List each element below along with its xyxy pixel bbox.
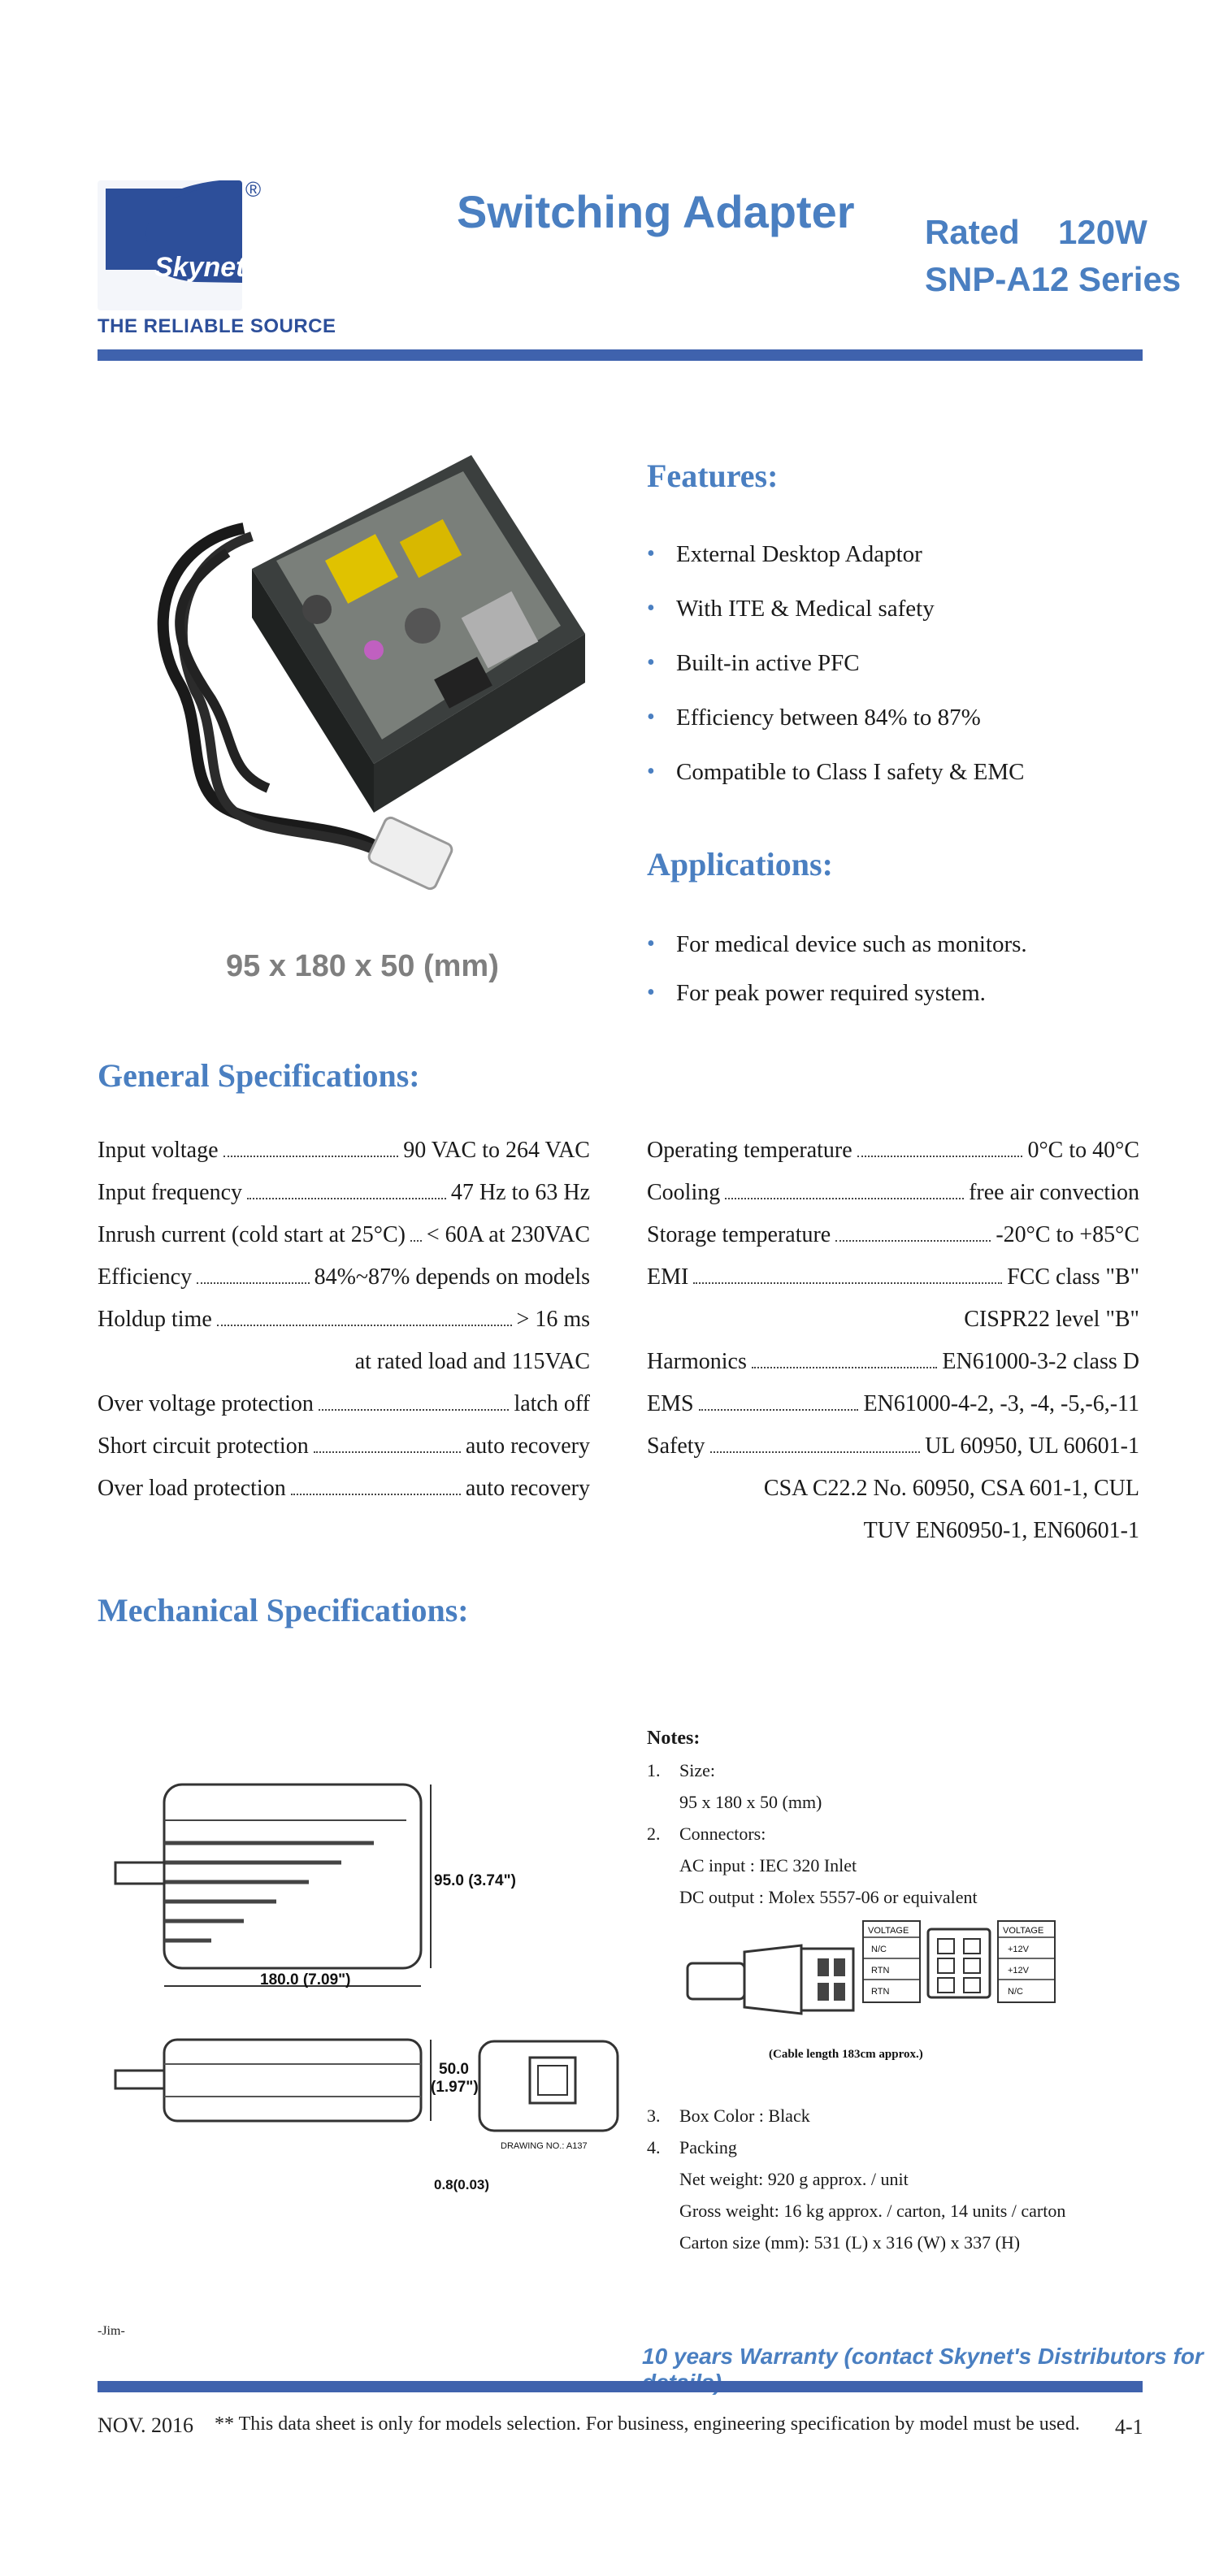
notes-title: Notes: bbox=[647, 1728, 701, 1749]
note-sub: Net weight: 920 g approx. / unit bbox=[679, 2169, 909, 2189]
note-sub: DC output : Molex 5557-06 or equivalent bbox=[679, 1887, 978, 1907]
cable-length-note: (Cable length 183cm approx.) bbox=[769, 2048, 923, 2061]
spec-holdup-time-cont: at rated load and 115VAC bbox=[354, 1349, 590, 1374]
list-item: • With ITE & Medical safety bbox=[647, 596, 1151, 650]
document-title: Switching Adapter bbox=[457, 186, 855, 237]
svg-text:+12V: +12V bbox=[1008, 1966, 1029, 1975]
note-sub: AC input : IEC 320 Inlet bbox=[679, 1855, 857, 1876]
applications-heading: Applications: bbox=[647, 846, 833, 883]
spec-harmonics: Harmonics EN61000-3-2 class D bbox=[647, 1349, 1139, 1374]
general-specs-right bbox=[647, 1138, 1139, 1560]
note-item: 2. Connectors: bbox=[647, 1824, 766, 1844]
registered-mark: ® bbox=[245, 177, 262, 202]
applications-list bbox=[647, 931, 1151, 1029]
spec-safety-cont: CSA C22.2 No. 60950, CSA 601-1, CUL bbox=[763, 1476, 1139, 1501]
header-rule bbox=[98, 349, 1143, 361]
drawing-number: DRAWING NO.: A137 bbox=[501, 2141, 588, 2151]
mechanical-drawing bbox=[106, 1772, 642, 2210]
list-item: • Efficiency between 84% to 87% bbox=[647, 705, 1151, 759]
list-item: • Compatible to Class I safety & EMC bbox=[647, 759, 1151, 813]
spec-input-frequency: Input frequency 47 Hz to 63 Hz bbox=[98, 1180, 590, 1205]
spec-efficiency: Efficiency 84%~87% depends on models bbox=[98, 1264, 590, 1290]
list-item: • For medical device such as monitors. bbox=[647, 931, 1151, 980]
note-sub: 95 x 180 x 50 (mm) bbox=[679, 1792, 822, 1812]
note-item: 1. Size: bbox=[647, 1760, 715, 1780]
general-specs-heading: General Specifications: bbox=[98, 1057, 420, 1094]
product-photo bbox=[130, 439, 585, 910]
dim-height: 95.0 (3.74") bbox=[434, 1872, 516, 1889]
list-item: • External Desktop Adaptor bbox=[647, 541, 1151, 596]
spec-inrush-current: Inrush current (cold start at 25°C) < 60A at 230VAC bbox=[98, 1222, 590, 1247]
svg-text:RTN: RTN bbox=[871, 1966, 890, 1975]
features-list bbox=[647, 541, 1151, 813]
rated-label: Rated bbox=[925, 213, 1020, 251]
skynet-logo bbox=[98, 180, 242, 310]
dimension-drawing-icon bbox=[106, 1772, 642, 2210]
dim-depth-in: (1.97") bbox=[431, 2079, 479, 2096]
warranty-note: 10 years Warranty (contact Skynet's Distributors for bbox=[642, 2344, 1204, 2369]
logo-tagline: THE RELIABLE SOURCE bbox=[98, 315, 336, 337]
logo-text: Skynet bbox=[154, 252, 242, 283]
spec-ems: EMS EN61000-4-2, -3, -4, -5,-6,-11 bbox=[647, 1391, 1139, 1416]
svg-text:VOLTAGE: VOLTAGE bbox=[868, 1926, 909, 1936]
svg-text:N/C: N/C bbox=[1008, 1987, 1023, 1997]
svg-text:N/C: N/C bbox=[871, 1945, 887, 1954]
spec-input-voltage: Input voltage 90 VAC to 264 VAC bbox=[98, 1138, 590, 1163]
spec-emi: EMI FCC class "B" bbox=[647, 1264, 1139, 1290]
list-item: • Built-in active PFC bbox=[647, 650, 1151, 705]
svg-text:+12V: +12V bbox=[1008, 1945, 1029, 1954]
note-sub: Gross weight: 16 kg approx. / carton, 14 units / carton bbox=[679, 2201, 1066, 2221]
note-item: 4. Packing bbox=[647, 2137, 737, 2158]
connector-icon bbox=[679, 1913, 1102, 2100]
mechanical-specs-heading: Mechanical Specifications: bbox=[98, 1592, 469, 1628]
rated-value: 120W bbox=[1058, 213, 1147, 251]
spec-cooling: Cooling free air convection bbox=[647, 1180, 1139, 1205]
power-adapter-image bbox=[130, 439, 585, 910]
footer-disclaimer: ** This data sheet is only for models selection. For business, engineering specification by model must be used. bbox=[215, 2413, 1080, 2435]
list-item: • For peak power required system. bbox=[647, 980, 1151, 1029]
svg-text:VOLTAGE: VOLTAGE bbox=[1003, 1926, 1044, 1936]
footer-rule bbox=[98, 2381, 1143, 2392]
spec-operating-temp: Operating temperature 0°C to 40°C bbox=[647, 1138, 1139, 1163]
author-mark: -Jim- bbox=[98, 2324, 125, 2338]
spec-storage-temp: Storage temperature -20°C to +85°C bbox=[647, 1222, 1139, 1247]
page-number: 4-1 bbox=[1115, 2415, 1143, 2439]
spec-over-voltage: Over voltage protection latch off bbox=[98, 1391, 590, 1416]
connector-diagram bbox=[679, 1913, 1151, 2100]
footer-date: NOV. 2016 bbox=[98, 2413, 193, 2437]
mechanical-notes bbox=[647, 1723, 1151, 2258]
general-specs-left bbox=[98, 1138, 590, 1518]
svg-text:RTN: RTN bbox=[871, 1987, 890, 1997]
product-dimensions: 95 x 180 x 50 (mm) bbox=[226, 949, 499, 983]
dim-length: 180.0 (7.09") bbox=[260, 1971, 351, 1988]
spec-safety-cont-2: TUV EN60950-1, EN60601-1 bbox=[863, 1518, 1139, 1543]
dim-foot: 0.8(0.03) bbox=[434, 2177, 490, 2192]
features-heading: Features: bbox=[647, 458, 779, 494]
spec-safety: Safety UL 60950, UL 60601-1 bbox=[647, 1433, 1139, 1459]
spec-holdup-time: Holdup time > 16 ms bbox=[98, 1307, 590, 1332]
spec-short-circuit: Short circuit protection auto recovery bbox=[98, 1433, 590, 1459]
logo-mark-icon bbox=[98, 180, 242, 310]
spec-over-load: Over load protection auto recovery bbox=[98, 1476, 590, 1501]
series-name: SNP-A12 Series bbox=[925, 260, 1182, 298]
note-item: 3. Box Color : Black bbox=[647, 2105, 810, 2126]
note-sub: Carton size (mm): 531 (L) x 316 (W) x 337 (H) bbox=[679, 2232, 1021, 2253]
dim-depth-mm: 50.0 bbox=[439, 2061, 469, 2078]
spec-emi-cont: CISPR22 level "B" bbox=[964, 1307, 1139, 1332]
